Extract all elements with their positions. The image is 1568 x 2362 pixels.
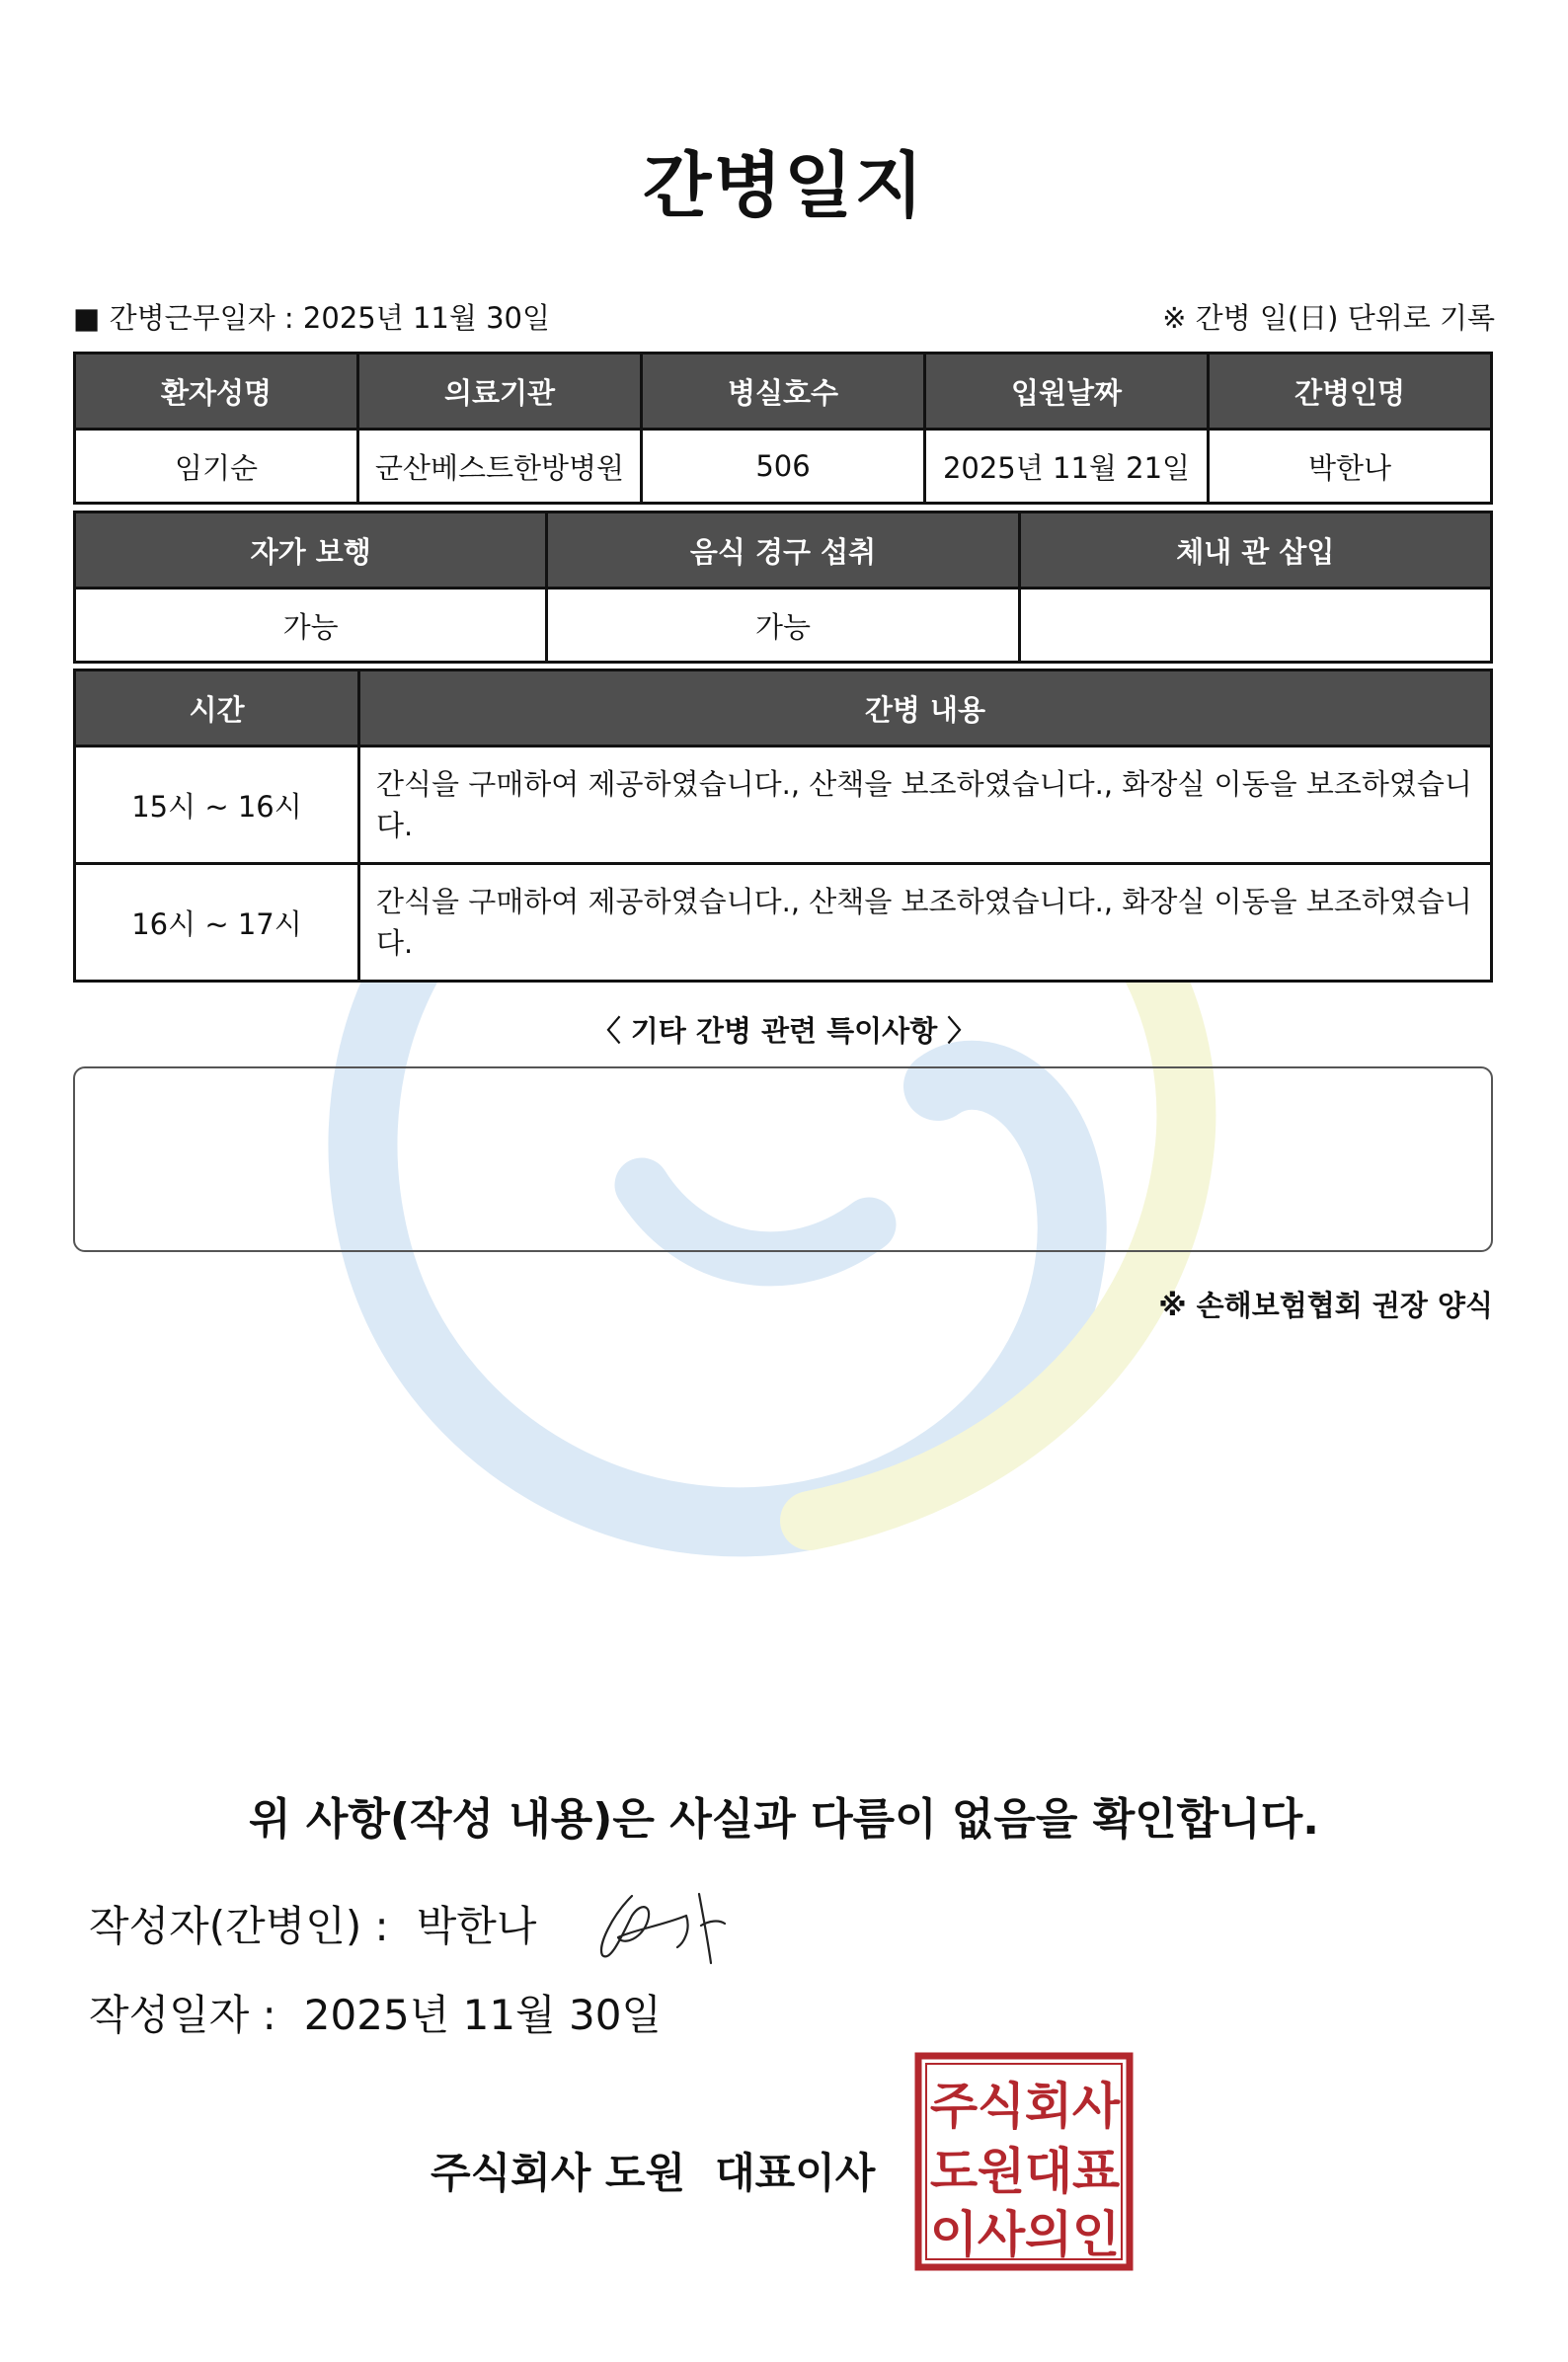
svg-text:원: 원 — [977, 2143, 1026, 2200]
svg-text:도: 도 — [929, 2143, 979, 2200]
header-room-number: 병실호수 — [642, 354, 925, 430]
header-patient-name: 환자성명 — [75, 354, 358, 430]
oral-intake-value: 가능 — [547, 589, 1019, 663]
patient-name: 임기순 — [75, 430, 358, 504]
company-name: 주식회사 도원 — [431, 2149, 686, 2197]
table-header-row — [75, 512, 1492, 589]
signature-image — [592, 1876, 741, 1965]
remarks-box — [73, 1066, 1493, 1252]
header-care-content: 간병 내용 — [359, 670, 1492, 747]
author-row — [89, 1894, 536, 1953]
company-signature — [431, 2141, 875, 2200]
tube-insertion-value — [1019, 589, 1491, 663]
remarks-label: 〈 기타 간병 관련 특이사항 〉 — [591, 1014, 977, 1048]
table-row — [75, 589, 1492, 663]
date-value: 2025년 11월 30일 — [303, 1991, 662, 2039]
care-time: 16시 ~ 17시 — [75, 864, 359, 982]
header-tube-insertion: 체내 관 삽입 — [1019, 512, 1491, 589]
patient-info-table — [73, 352, 1493, 505]
table-row — [75, 747, 1492, 864]
table-header-row — [75, 670, 1492, 747]
form-note: ※ 손해보험협회 권장 양식 — [1158, 1289, 1493, 1322]
company-title: 대표이사 — [715, 2149, 876, 2197]
care-log-table — [73, 669, 1493, 983]
institution: 군산베스트한방병원 — [358, 430, 642, 504]
care-time: 15시 ~ 16시 — [75, 747, 359, 864]
svg-text:이: 이 — [929, 2206, 979, 2263]
table-header-row — [75, 354, 1492, 430]
svg-text:사: 사 — [1071, 2078, 1121, 2135]
date-row — [89, 1983, 662, 2042]
confirmation-statement: 위 사항(작성 내용)은 사실과 다름이 없음을 확인합니다. — [249, 1794, 1319, 1845]
author-name: 박한나 — [416, 1902, 537, 1950]
author-label: 작성자(간병인) : — [89, 1902, 389, 1950]
room-number: 506 — [642, 430, 925, 504]
svg-text:사: 사 — [977, 2206, 1026, 2263]
svg-text:대: 대 — [1024, 2143, 1073, 2200]
header-oral-intake: 음식 경구 섭취 — [547, 512, 1019, 589]
header-time: 시간 — [75, 670, 359, 747]
work-date-value: 2025년 11월 30일 — [302, 301, 551, 335]
caregiver-name: 박한나 — [1209, 430, 1492, 504]
svg-text:인: 인 — [1071, 2206, 1121, 2263]
header-caregiver-name: 간병인명 — [1209, 354, 1492, 430]
svg-text:주: 주 — [929, 2078, 979, 2135]
svg-text:식: 식 — [977, 2078, 1026, 2135]
admission-date: 2025년 11월 21일 — [925, 430, 1209, 504]
patient-status-table — [73, 511, 1493, 664]
work-date — [73, 296, 550, 337]
svg-text:의: 의 — [1024, 2206, 1073, 2263]
self-walking-value: 가능 — [75, 589, 547, 663]
record-unit-note: ※ 간병 일(日) 단위로 기록 — [1162, 301, 1495, 335]
care-content: 간식을 구매하여 제공하였습니다., 산책을 보조하였습니다., 화장실 이동을 보조하였습니다. — [359, 747, 1492, 864]
header-institution: 의료기관 — [358, 354, 642, 430]
work-date-label: ■ 간병근무일자 : — [73, 301, 294, 335]
header-admission-date: 입원날짜 — [925, 354, 1209, 430]
table-row — [75, 430, 1492, 504]
header-self-walking: 자가 보행 — [75, 512, 547, 589]
svg-text:회: 회 — [1024, 2078, 1073, 2135]
care-content: 간식을 구매하여 제공하였습니다., 산책을 보조하였습니다., 화장실 이동을 보조하였습니다. — [359, 864, 1492, 982]
document-title: 간병일지 — [642, 144, 926, 227]
table-row — [75, 864, 1492, 982]
date-label: 작성일자 : — [89, 1991, 276, 2039]
company-seal-stamp — [914, 2052, 1134, 2271]
svg-text:표: 표 — [1071, 2143, 1121, 2200]
